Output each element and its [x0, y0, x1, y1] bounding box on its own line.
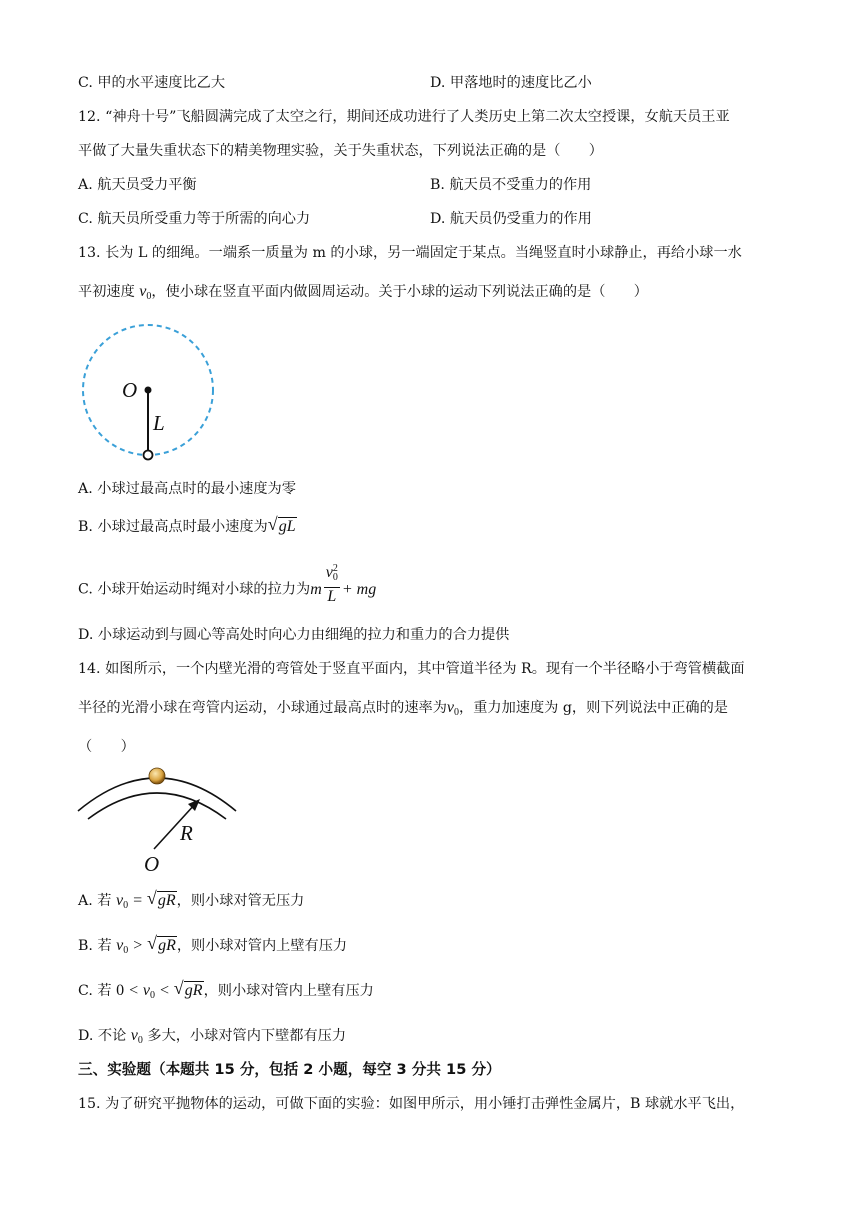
v0-symbol: $v_0$	[130, 1027, 143, 1046]
condition-greater: $v_0$ > √ gR	[116, 933, 176, 956]
q14-stem-line2	[78, 698, 728, 723]
tube-inner-wall	[88, 793, 226, 819]
q13-option-d: D. 小球运动到与圆心等高处时向心力由细绳的拉力和重力的合力提供	[78, 627, 510, 643]
q12-option-d: D. 航天员仍受重力的作用	[430, 211, 592, 227]
q14-option-b	[78, 933, 348, 961]
q13-option-b	[78, 514, 297, 537]
q14-option-d-pre: D. 不论	[78, 1028, 131, 1044]
v0-symbol: $v_0$	[446, 699, 459, 718]
q13-option-a: A. 小球过最高点时的最小速度为零	[78, 481, 296, 497]
q15-stem-line1: 15. 为了研究平抛物体的运动，可做下面的实验：如图甲所示，用小锤打击弹性金属片，B 球就水平飞出，	[78, 1096, 745, 1112]
condition-between: $0 < v_0$ < √ gR	[116, 978, 203, 1001]
sqrt-gl: √ gL	[267, 514, 296, 535]
q14-tube-figure	[76, 762, 240, 874]
label-l: L	[153, 411, 165, 435]
pivot-point	[145, 387, 152, 394]
q14-option-a-pre: A. 若	[78, 893, 116, 909]
q14-option-c	[78, 978, 374, 1006]
q13-stem-line1: 13. 长为 L 的细绳。一端系一质量为 m 的小球，另一端固定于某点。当绳竖直时小球静止，再给小球一水	[78, 245, 742, 261]
q14-stem-line2-post: ，重力加速度为 g，则下列说法中正确的是	[459, 700, 728, 716]
q13-option-b-text: B. 小球过最高点时最小速度为	[78, 519, 268, 535]
tension-formula: m $\frac{v_0^2}{L}$ + mg	[310, 581, 376, 598]
q14-stem-line3: （ ）	[78, 739, 135, 755]
q14-option-a	[78, 888, 305, 916]
q14-stem-line1: 14. 如图所示，一个内壁光滑的弯管处于竖直平面内，其中管道半径为 R。现有一个半径略小于弯管横截面	[78, 661, 745, 677]
section3-heading: 三、实验题（本题共 15 分，包括 2 小题，每空 3 分共 15 分）	[78, 1061, 501, 1078]
q12-stem-line2: 平做了大量失重状态下的精美物理实验，关于失重状态，下列说法正确的是（ ）	[78, 143, 603, 159]
q11-option-c: C. 甲的水平速度比乙大	[78, 75, 226, 91]
q14-option-c-post: ，则小球对管内上壁有压力	[203, 983, 374, 999]
label-o: O	[144, 852, 160, 874]
v0-symbol: $v_0$	[139, 283, 152, 302]
q13-stem-line2-post: ，使小球在竖直平面内做圆周运动。关于小球的运动下列说法正确的是（ ）	[151, 284, 648, 300]
q12-option-a: A. 航天员受力平衡	[78, 177, 197, 193]
q14-option-a-post: ，则小球对管无压力	[176, 893, 305, 909]
q11-option-d: D. 甲落地时的速度比乙小	[430, 75, 592, 91]
q14-stem-line2-pre: 半径的光滑小球在弯管内运动，小球通过最高点时的速率为	[78, 700, 447, 716]
q13-stem-line2	[78, 282, 648, 307]
q13-circle-figure	[78, 320, 218, 466]
q13-option-c-text: C. 小球开始运动时绳对小球的拉力为	[78, 581, 311, 598]
ball-icon	[149, 768, 165, 784]
q14-option-d-post: 多大，小球对管内下壁都有压力	[142, 1028, 347, 1044]
q14-option-b-pre: B. 若	[78, 938, 117, 954]
ball-icon	[144, 451, 153, 460]
q12-stem-line1: 12. “神舟十号”飞船圆满完成了太空之行，期间还成功进行了人类历史上第二次太空授课，女航天员王亚	[78, 109, 730, 125]
q12-option-c: C. 航天员所受重力等于所需的向心力	[78, 211, 311, 227]
q13-option-c	[78, 563, 377, 606]
q13-stem-line2-pre: 平初速度	[78, 284, 140, 300]
label-r: R	[180, 821, 193, 845]
q12-option-b: B. 航天员不受重力的作用	[430, 177, 592, 193]
condition-equal: $v_0$ = √ gR	[115, 888, 176, 911]
q14-option-c-pre: C. 若	[78, 983, 117, 999]
q14-option-d	[78, 1026, 346, 1051]
q14-option-b-post: ，则小球对管内上壁有压力	[176, 938, 348, 954]
label-o: O	[122, 378, 138, 402]
